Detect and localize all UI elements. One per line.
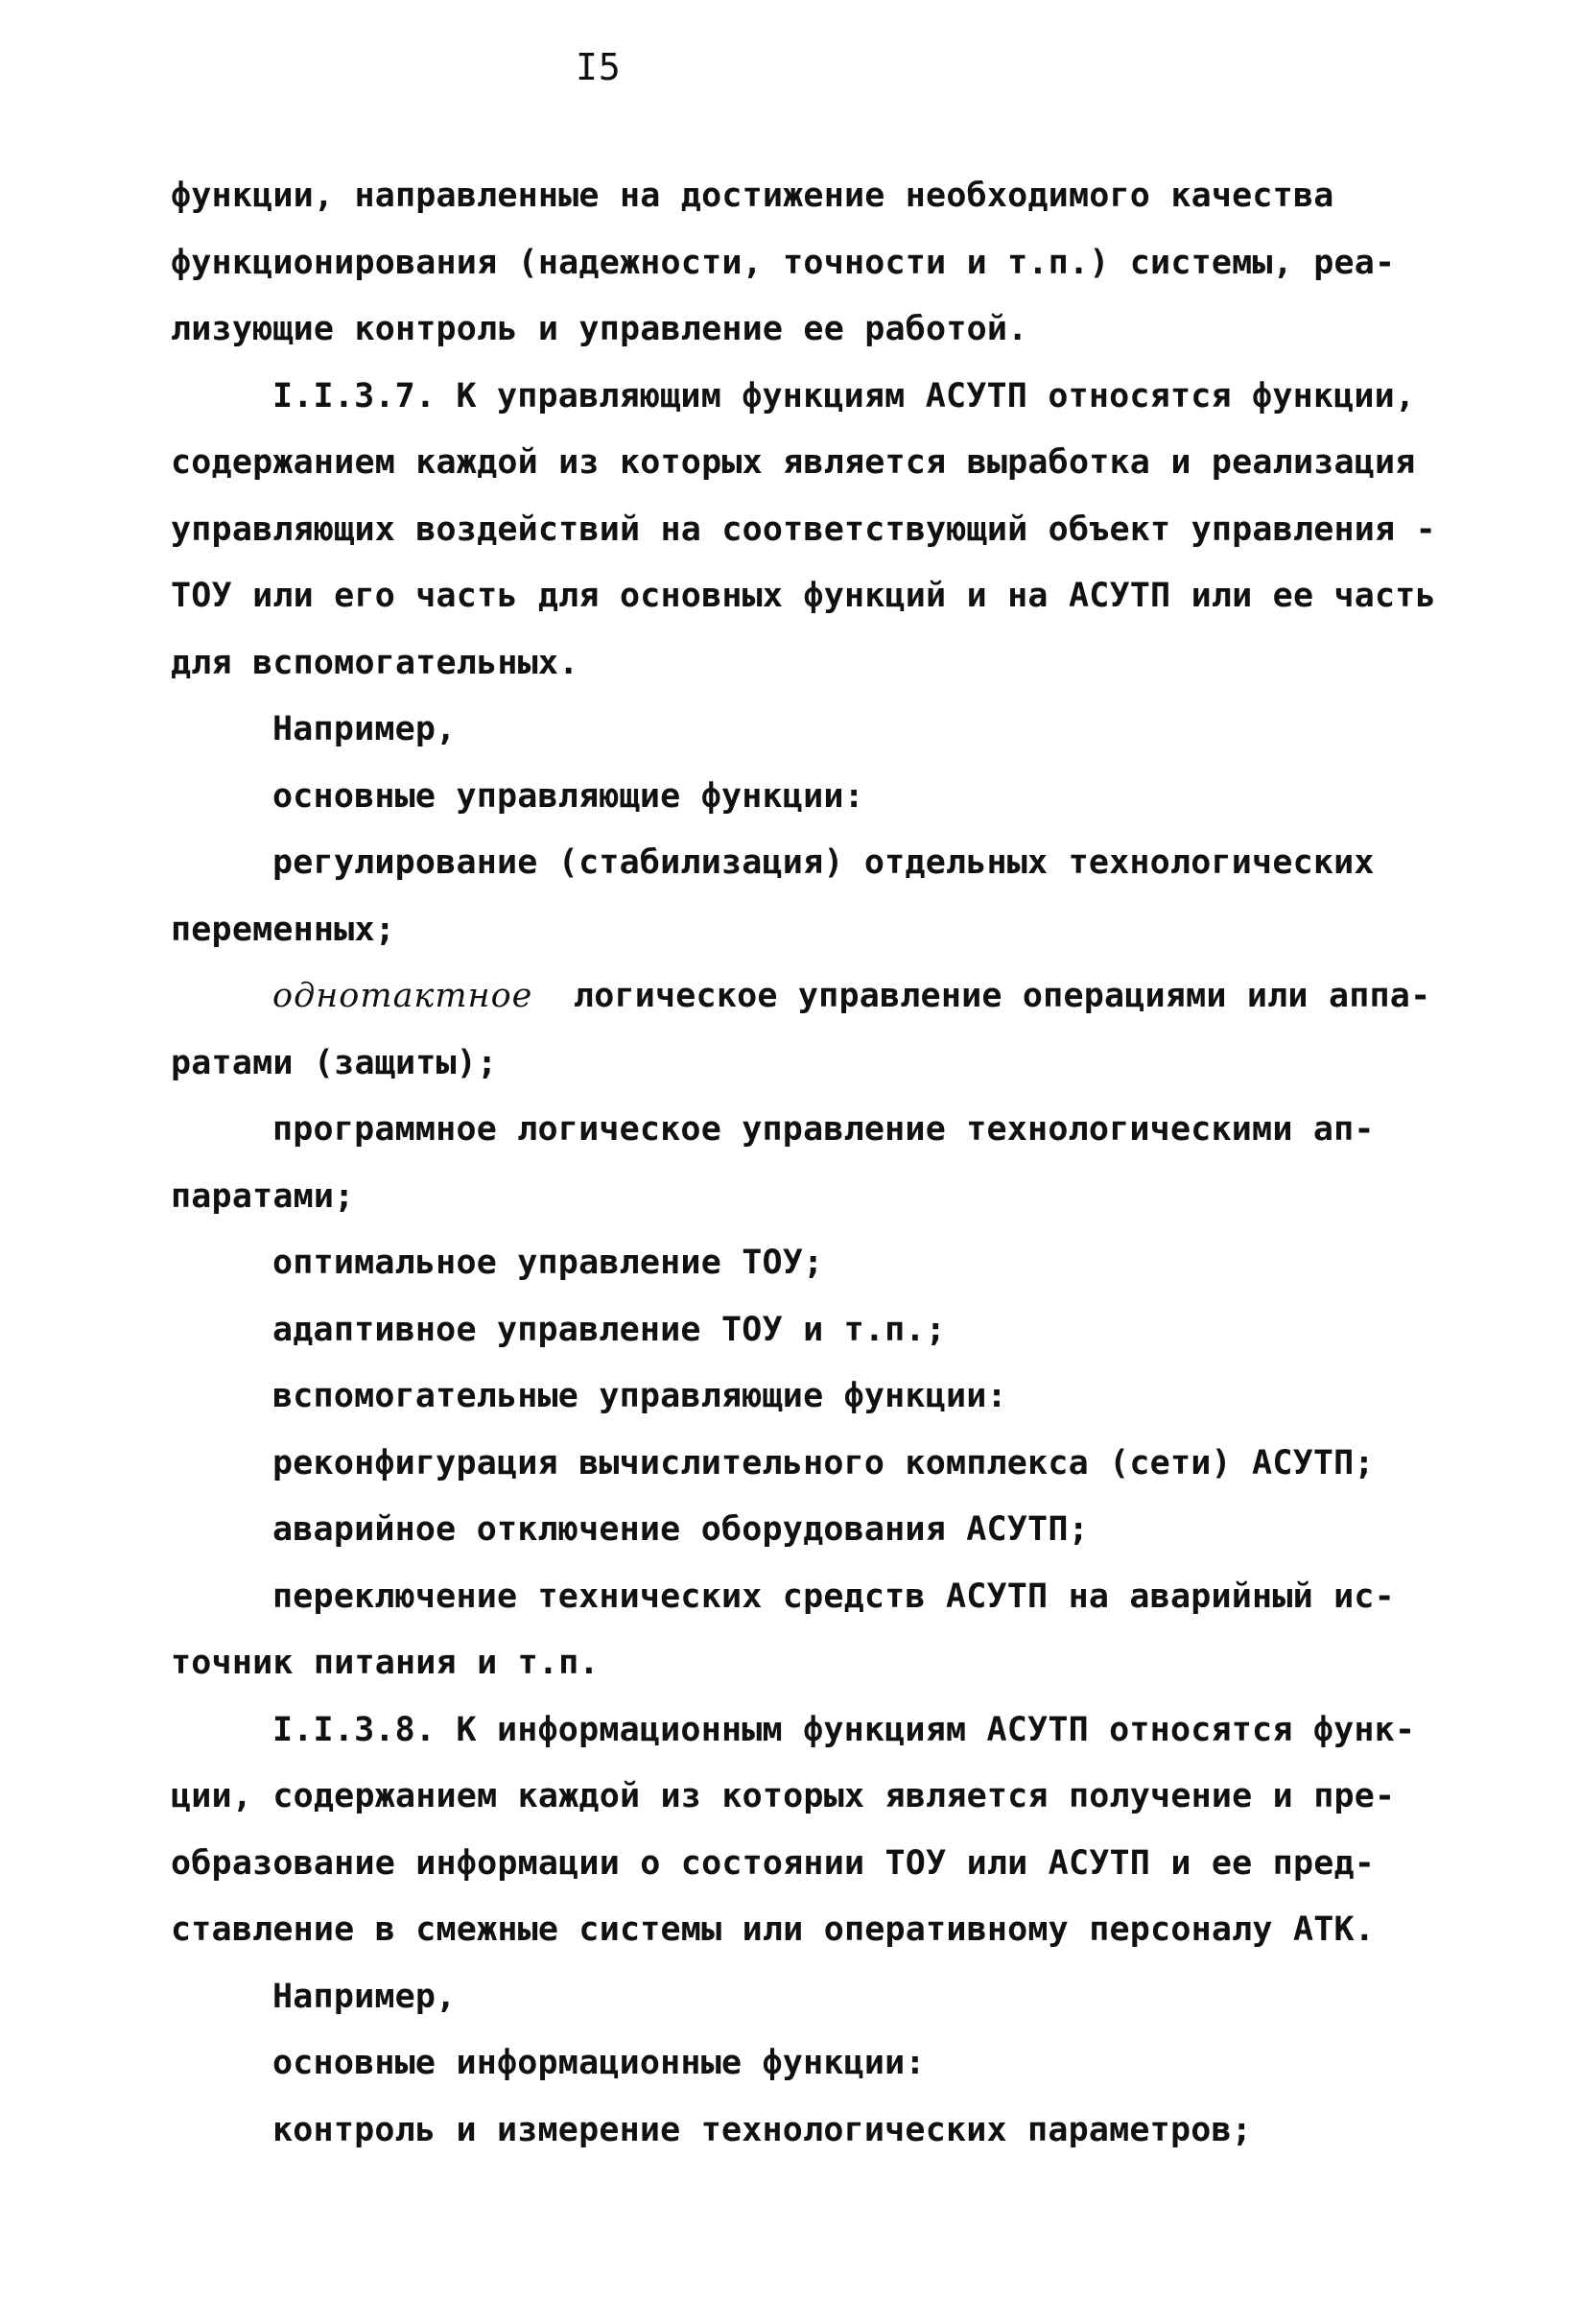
- text-line: Например,: [272, 710, 457, 748]
- text-line: паратами;: [171, 1176, 355, 1216]
- list-item: оптимальное управление ТОУ;: [272, 1244, 824, 1282]
- list-item: регулирование (стабилизация) отдельных технологических: [272, 843, 1375, 882]
- text-line: лизующие контроль и управление ее работой.: [171, 310, 1028, 348]
- text-line: ставление в смежные системы или оперативному персоналу АТК.: [171, 1910, 1376, 1949]
- text-line: управляющих воздействий на соответствующий объект управления -: [171, 510, 1436, 549]
- page-number: I5: [576, 46, 622, 88]
- text-line: точник питания и т.п.: [171, 1644, 600, 1682]
- text-line: ратами (защиты);: [171, 1043, 498, 1082]
- text-line: для вспомогательных.: [171, 643, 579, 682]
- text-line: ТОУ или его часть для основных функций и на АСУТП или ее часть: [171, 577, 1436, 615]
- list-item: аварийное отключение оборудования АСУТП;: [272, 1510, 1089, 1549]
- text-line: образование информации о состоянии ТОУ или АСУТП и ее пред-: [171, 1843, 1376, 1883]
- list-item: [171, 963, 1456, 1031]
- text-line: содержанием каждой из которых является выработка и реализация: [171, 443, 1416, 482]
- text-line: Например,: [272, 1977, 457, 2016]
- list-item: программное логическое управление технологическими ап-: [272, 1110, 1375, 1149]
- list-item: реконфигурация вычислительного комплекса (сети) АСУТП;: [272, 1443, 1375, 1482]
- text-line: переменных;: [171, 910, 395, 949]
- text-line: основные информационные функции:: [272, 2044, 926, 2082]
- section-heading-line: I.I.3.8. К информационным функциям АСУТП относятся функ-: [272, 1710, 1416, 1749]
- list-item: переключение технических средств АСУТП на аварийный ис-: [272, 1577, 1395, 1616]
- handwritten-insert: однотактное: [272, 977, 533, 1015]
- section-heading-line: I.I.3.7. К управляющим функциям АСУТП относятся функции,: [272, 376, 1416, 415]
- list-item-text: логическое управление операциями или аппа-: [573, 977, 1431, 1015]
- list-item: адаптивное управление ТОУ и т.п.;: [272, 1310, 946, 1349]
- text-line: функционирования (надежности, точности и т.п.) системы, реа-: [171, 243, 1396, 282]
- list-item: контроль и измерение технологических параметров;: [272, 2110, 1253, 2149]
- text-line: ции, содержанием каждой из которых является получение и пре-: [171, 1777, 1396, 1815]
- text-line: вспомогательные управляющие функции:: [272, 1377, 1007, 1415]
- text-line: функции, направленные на достижение необходимого качества: [171, 177, 1334, 215]
- text-body: [171, 163, 1456, 2164]
- text-line: основные управляющие функции:: [272, 776, 864, 816]
